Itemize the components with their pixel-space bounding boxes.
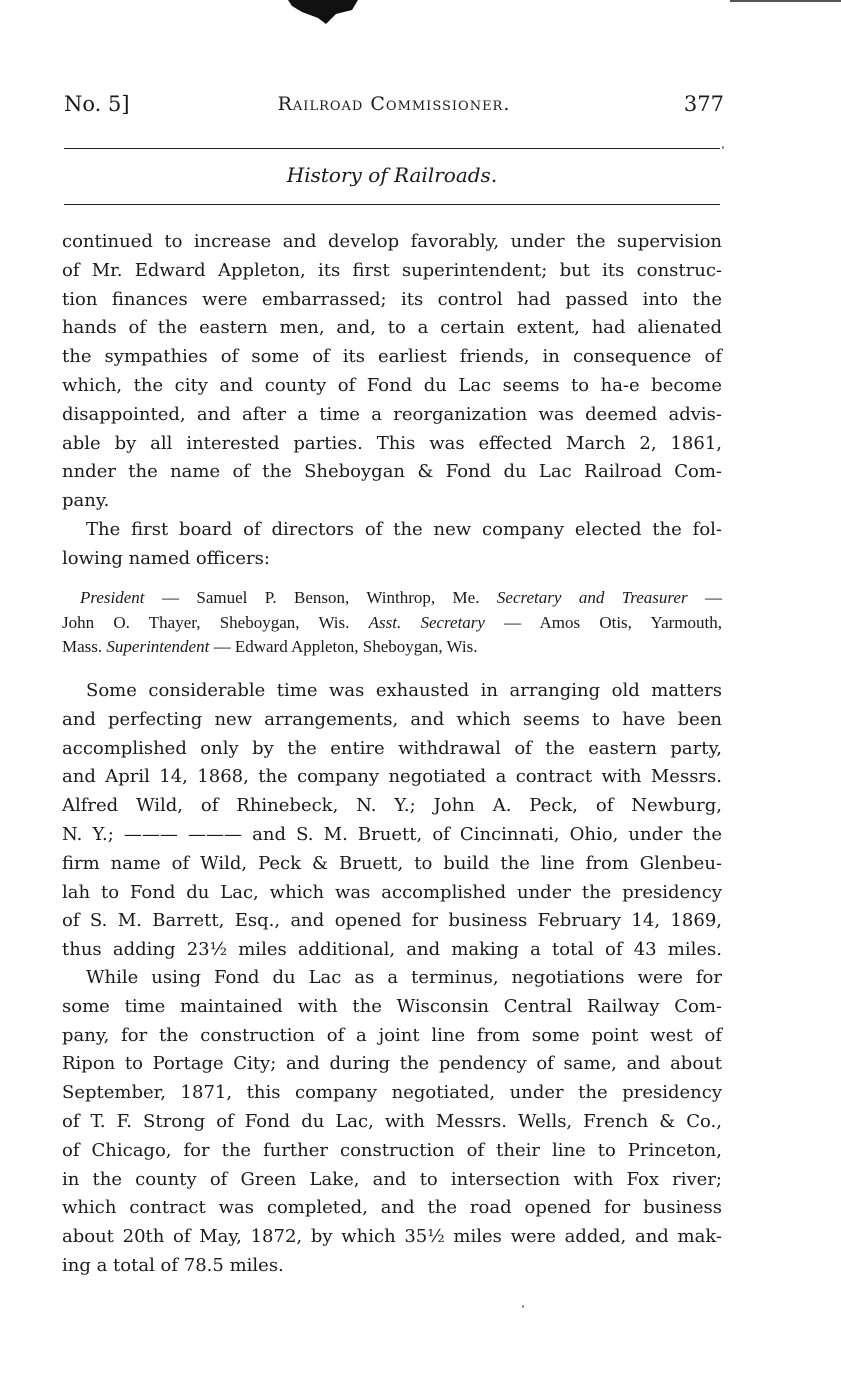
text-line: The first board of directors of the new company elected the fol- xyxy=(86,519,722,540)
text-line: the sympathies of some of its earliest friends, in consequence of xyxy=(62,346,722,368)
text-line: some time maintained with the Wisconsin Central Railway Com- xyxy=(62,995,722,1017)
president-label: President xyxy=(80,588,145,607)
text-line: Ripon to Portage City; and during the pendency of same, and about xyxy=(62,1053,722,1075)
header-rule-bottom xyxy=(64,204,720,205)
officers-line-3 xyxy=(62,635,722,660)
stray-mark xyxy=(722,146,724,149)
text-line: in the county of Green Lake, and to intersection with Fox river; xyxy=(62,1168,722,1190)
text-line: pany, for the construction of a joint line from some point west of xyxy=(62,1024,722,1046)
text-line: of T. F. Strong of Fond du Lac, with Messrs. Wells, French & Co., xyxy=(62,1110,722,1132)
state-text: Mass. xyxy=(62,637,107,656)
text-line: lowing named officers: xyxy=(62,547,270,569)
asst-secretary-label: Asst. Secretary xyxy=(368,612,485,632)
text-line: of Chicago, for the further construction of their line to Princeton, xyxy=(62,1139,722,1161)
text-line: tion finances were embarrassed; its control had passed into the xyxy=(62,288,722,310)
text-line: hands of the eastern men, and, to a certain extent, had alienated xyxy=(62,317,722,339)
text-line: thus adding 23½ miles additional, and making a total of 43 miles. xyxy=(62,939,722,961)
text-line: accomplished only by the entire withdrawal of the eastern party, xyxy=(62,737,722,759)
text-line: and perfecting new arrangements, and which seems to have been xyxy=(62,708,722,730)
page-number: 377 xyxy=(683,92,724,116)
paragraph-2 xyxy=(62,516,722,574)
text-line: ing a total of 78.5 miles. xyxy=(62,1254,284,1276)
text-line: disappointed, and after a time a reorganization was deemed advis- xyxy=(62,403,722,425)
president-name: — Samuel P. Benson, Winthrop, Me. xyxy=(144,588,497,607)
stray-mark xyxy=(522,1305,524,1308)
secretary-label: Secretary and Treasurer xyxy=(496,588,688,607)
superintendent-label: Superintendent xyxy=(106,637,210,656)
report-number: No. 5] xyxy=(64,92,130,116)
text-line: and April 14, 1868, the company negotiated a contract with Messrs. xyxy=(62,766,722,788)
text-line: which contract was completed, and the road opened for business xyxy=(62,1197,722,1219)
text-line: While using Fond du Lac as a terminus, negotiations were for xyxy=(86,967,722,988)
text-line: firm name of Wild, Peck & Bruett, to build the line from Glenbeu- xyxy=(62,852,722,874)
running-header xyxy=(64,88,724,120)
asst-secretary-name: — Amos Otis, Yarmouth, xyxy=(484,612,722,632)
section-title: History of Railroads. xyxy=(286,163,498,187)
paragraph-1 xyxy=(62,228,722,516)
text-line: about 20th of May, 1872, by which 35½ miles were added, and mak- xyxy=(62,1226,722,1248)
text-line: Alfred Wild, of Rhinebeck, N. Y.; John A. Peck, of Newburg, xyxy=(62,795,722,817)
text-line: nnder the name of the Sheboygan & Fond du Lac Railroad Com- xyxy=(62,461,722,483)
paragraph-4 xyxy=(62,964,722,1281)
text-line: September, 1871, this company negotiated, under the presidency xyxy=(62,1082,722,1104)
text-line: pany. xyxy=(62,490,110,512)
header-rule-top xyxy=(64,148,720,149)
text-line: Some considerable time was exhausted in arranging old matters xyxy=(86,680,722,701)
officers-list xyxy=(62,586,722,660)
dash: — xyxy=(687,588,723,607)
text-line: lah to Fond du Lac, which was accomplished under the presidency xyxy=(62,881,722,903)
text-line: which, the city and county of Fond du Lac seems to ha-e become xyxy=(62,374,722,396)
paragraph-3 xyxy=(62,677,722,965)
secretary-name: John O. Thayer, Sheboygan, Wis. xyxy=(62,612,369,632)
text-line: of Mr. Edward Appleton, its first superintendent; but its construc- xyxy=(62,259,722,281)
scan-edge-line xyxy=(730,0,841,2)
officers-line-1 xyxy=(62,586,722,611)
text-line: N. Y.; ——— ——— and S. M. Bruett, of Cincinnati, Ohio, under the xyxy=(62,823,722,845)
text-line: continued to increase and develop favorably, under the supervision xyxy=(62,231,722,252)
text-line: of S. M. Barrett, Esq., and opened for business February 14, 1869, xyxy=(62,910,722,932)
ink-blot-artifact xyxy=(288,0,358,26)
officers-line-2 xyxy=(62,611,722,636)
running-title: Railroad Commissioner. xyxy=(277,93,511,115)
superintendent-name: — Edward Appleton, Sheboygan, Wis. xyxy=(209,637,478,656)
text-line: able by all interested parties. This was effected March 2, 1861, xyxy=(62,432,722,454)
